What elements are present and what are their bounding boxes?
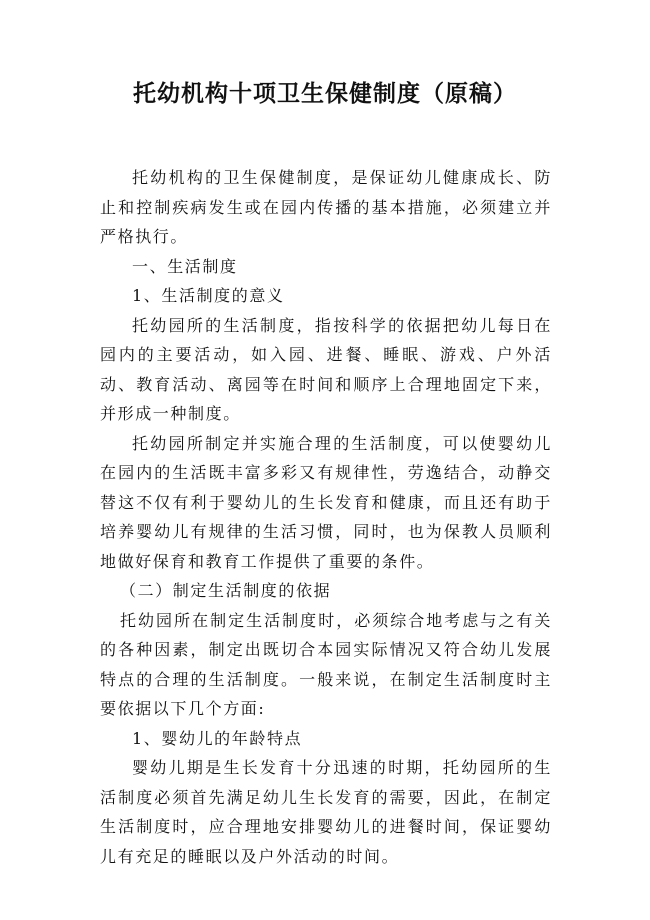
- subsection-heading-significance: 1、生活制度的意义: [132, 286, 285, 305]
- subsection-heading-age-characteristics: 1、婴幼儿的年龄特点: [132, 728, 303, 748]
- paragraph-definition: 托幼园所的生活制度，指按科学的依据把幼儿每日在园内的主要活动，如入园、进餐、睡眠、游戏、户外活动、教育活动、离园等在时间和顺序上合理地固定下来，并形成一种制度。: [100, 315, 552, 423]
- document-title: 托幼机构十项卫生保健制度（原稿）: [133, 81, 517, 107]
- paragraph-basis: 托幼园所在制定生活制度时，必须综合地考虑与之有关的各种因素，制定出既切合本园实际情况又符合幼儿发展特点的合理的生活制度。一般来说，在制定生活制度时主要依据以下几个方面:: [100, 610, 552, 718]
- paragraph-age-characteristics: 婴幼儿期是生长发育十分迅速的时期，托幼园所的生活制度必须首先满足幼儿生长发育的需要，因此，在制定生活制度时，应合理地安排婴幼儿的进餐时间，保证婴幼儿有充足的睡眠以及户外活动的时间。: [100, 758, 552, 866]
- intro-paragraph: 托幼机构的卫生保健制度，是保证幼儿健康成长、防止和控制疾病发生或在园内传播的基本措施，必须建立并严格执行。: [100, 168, 552, 246]
- section-heading-living-system: 一、生活制度: [132, 256, 238, 276]
- paragraph-benefits: 托幼园所制定并实施合理的生活制度，可以使婴幼儿在园内的生活既丰富多彩又有规律性，劳逸结合，动静交替这不仅有利于婴幼儿的生长发育和健康，而且还有助于培养婴幼儿有规律的生活习惯，同时，也为保教人员顺利地做好保育和教育工作提供了重要的条件。: [100, 433, 552, 571]
- subsection-heading-basis: （二）制定生活制度的依据: [120, 581, 332, 600]
- document-body: [100, 163, 552, 871]
